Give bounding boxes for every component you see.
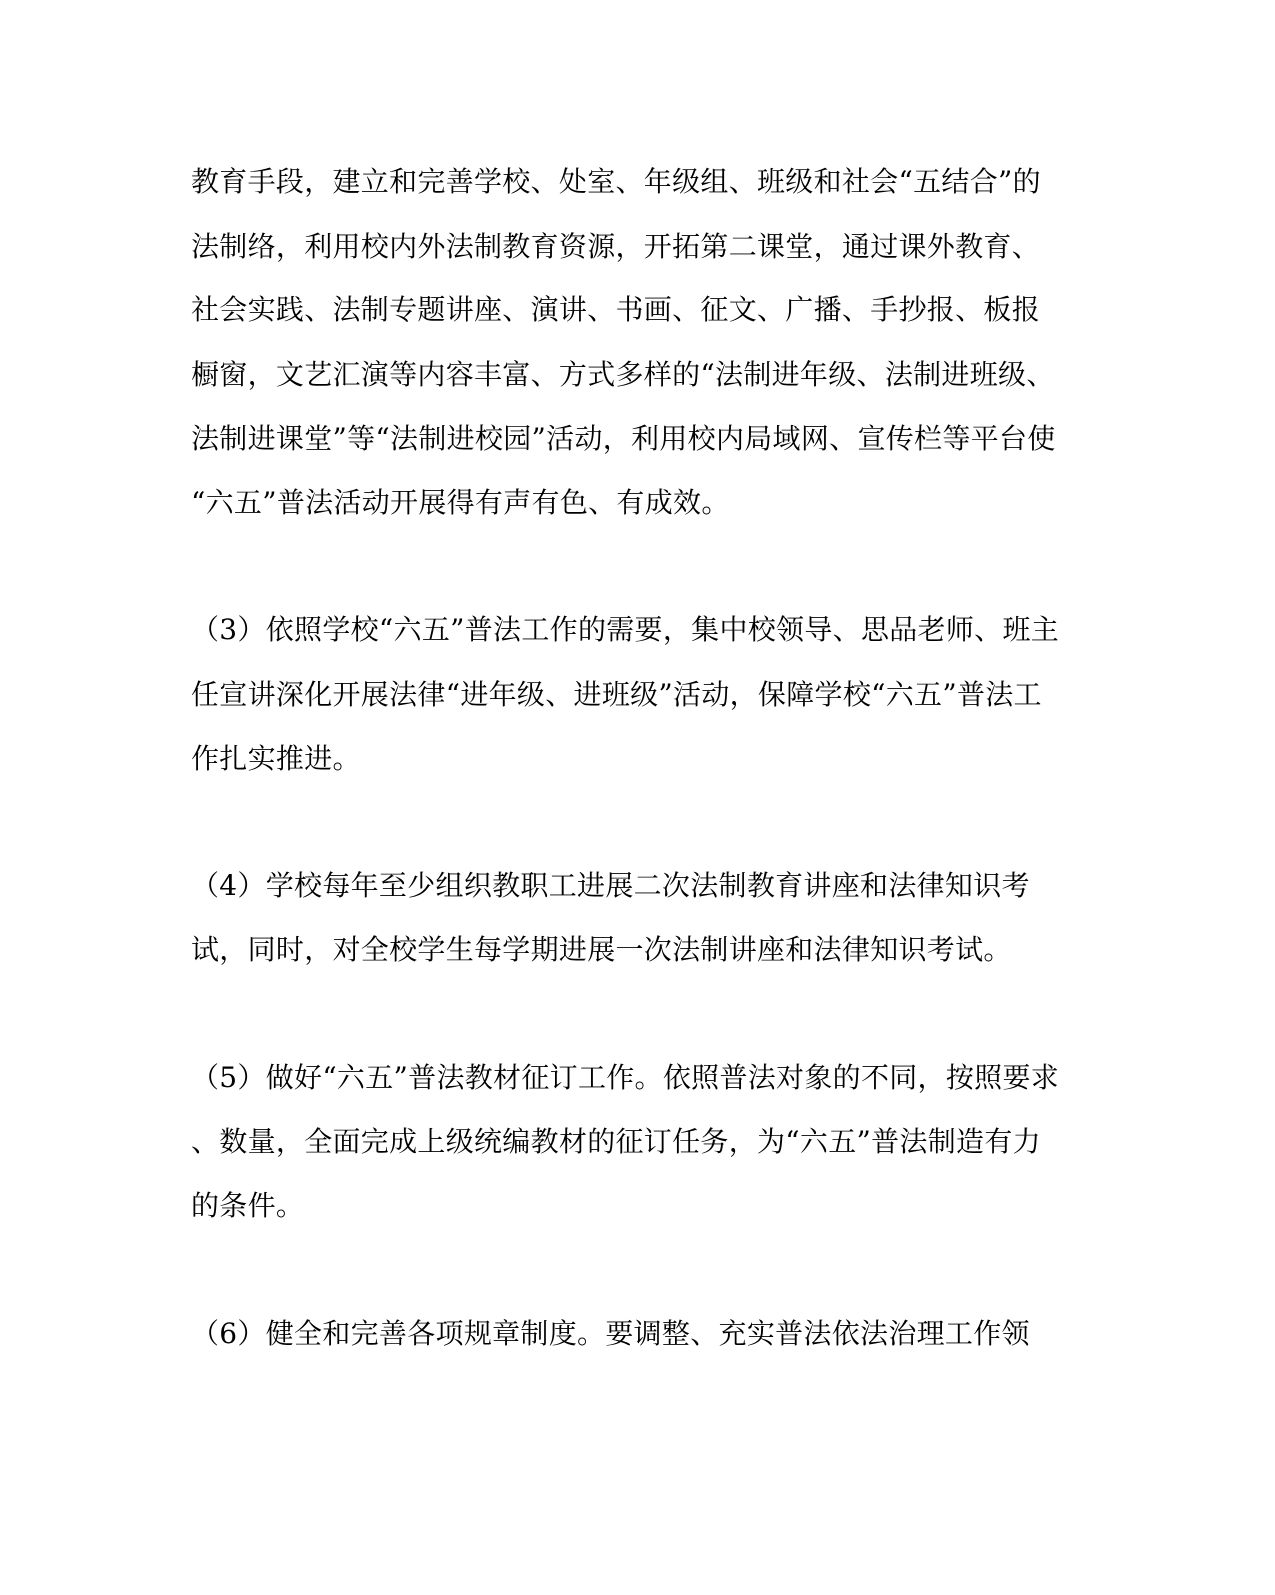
paragraph-2-line-1: （3）依照学校“六五”普法工作的需要，集中校领导、思品老师、班主 bbox=[191, 613, 1060, 646]
paragraph-1-line-2: 法制络，利用校内外法制教育资源，开拓第二课堂，通过课外教育、 bbox=[191, 230, 1041, 263]
paragraph-3-line-2: 试，同时，对全校学生每学期进展一次法制讲座和法律知识考试。 bbox=[191, 933, 1012, 966]
paragraph-3-line-1: （4）学校每年至少组织教职工进展二次法制教育讲座和法律知识考 bbox=[191, 869, 1030, 902]
paragraph-1-line-5: 法制进课堂”等“法制进校园”活动，利用校内局域网、宣传栏等平台使 bbox=[191, 422, 1056, 455]
paragraph-4-line-2: 、数量，全面完成上级统编教材的征订任务，为“六五”普法制造有力 bbox=[191, 1125, 1041, 1158]
paragraph-2-line-3: 作扎实推进。 bbox=[191, 742, 361, 775]
paragraph-1-line-1: 教育手段，建立和完善学校、处室、年级组、班级和社会“五结合”的 bbox=[191, 165, 1041, 198]
paragraph-2-line-2: 任宣讲深化开展法律“进年级、进班级”活动，保障学校“六五”普法工 bbox=[191, 678, 1042, 711]
paragraph-1-line-4: 橱窗，文艺汇演等内容丰富、方式多样的“法制进年级、法制进班级、 bbox=[191, 358, 1055, 391]
paragraph-5-line-1: （6）健全和完善各项规章制度。要调整、充实普法依法治理工作领 bbox=[191, 1317, 1030, 1350]
paragraph-4-line-1: （5）做好“六五”普法教材征订工作。依照普法对象的不同，按照要求 bbox=[191, 1061, 1060, 1094]
paragraph-1-line-6: “六五”普法活动开展得有声有色、有成效。 bbox=[191, 486, 730, 519]
paragraph-4-line-3: 的条件。 bbox=[191, 1189, 305, 1222]
paragraph-1-line-3: 社会实践、法制专题讲座、演讲、书画、征文、广播、手抄报、板报 bbox=[191, 293, 1041, 326]
